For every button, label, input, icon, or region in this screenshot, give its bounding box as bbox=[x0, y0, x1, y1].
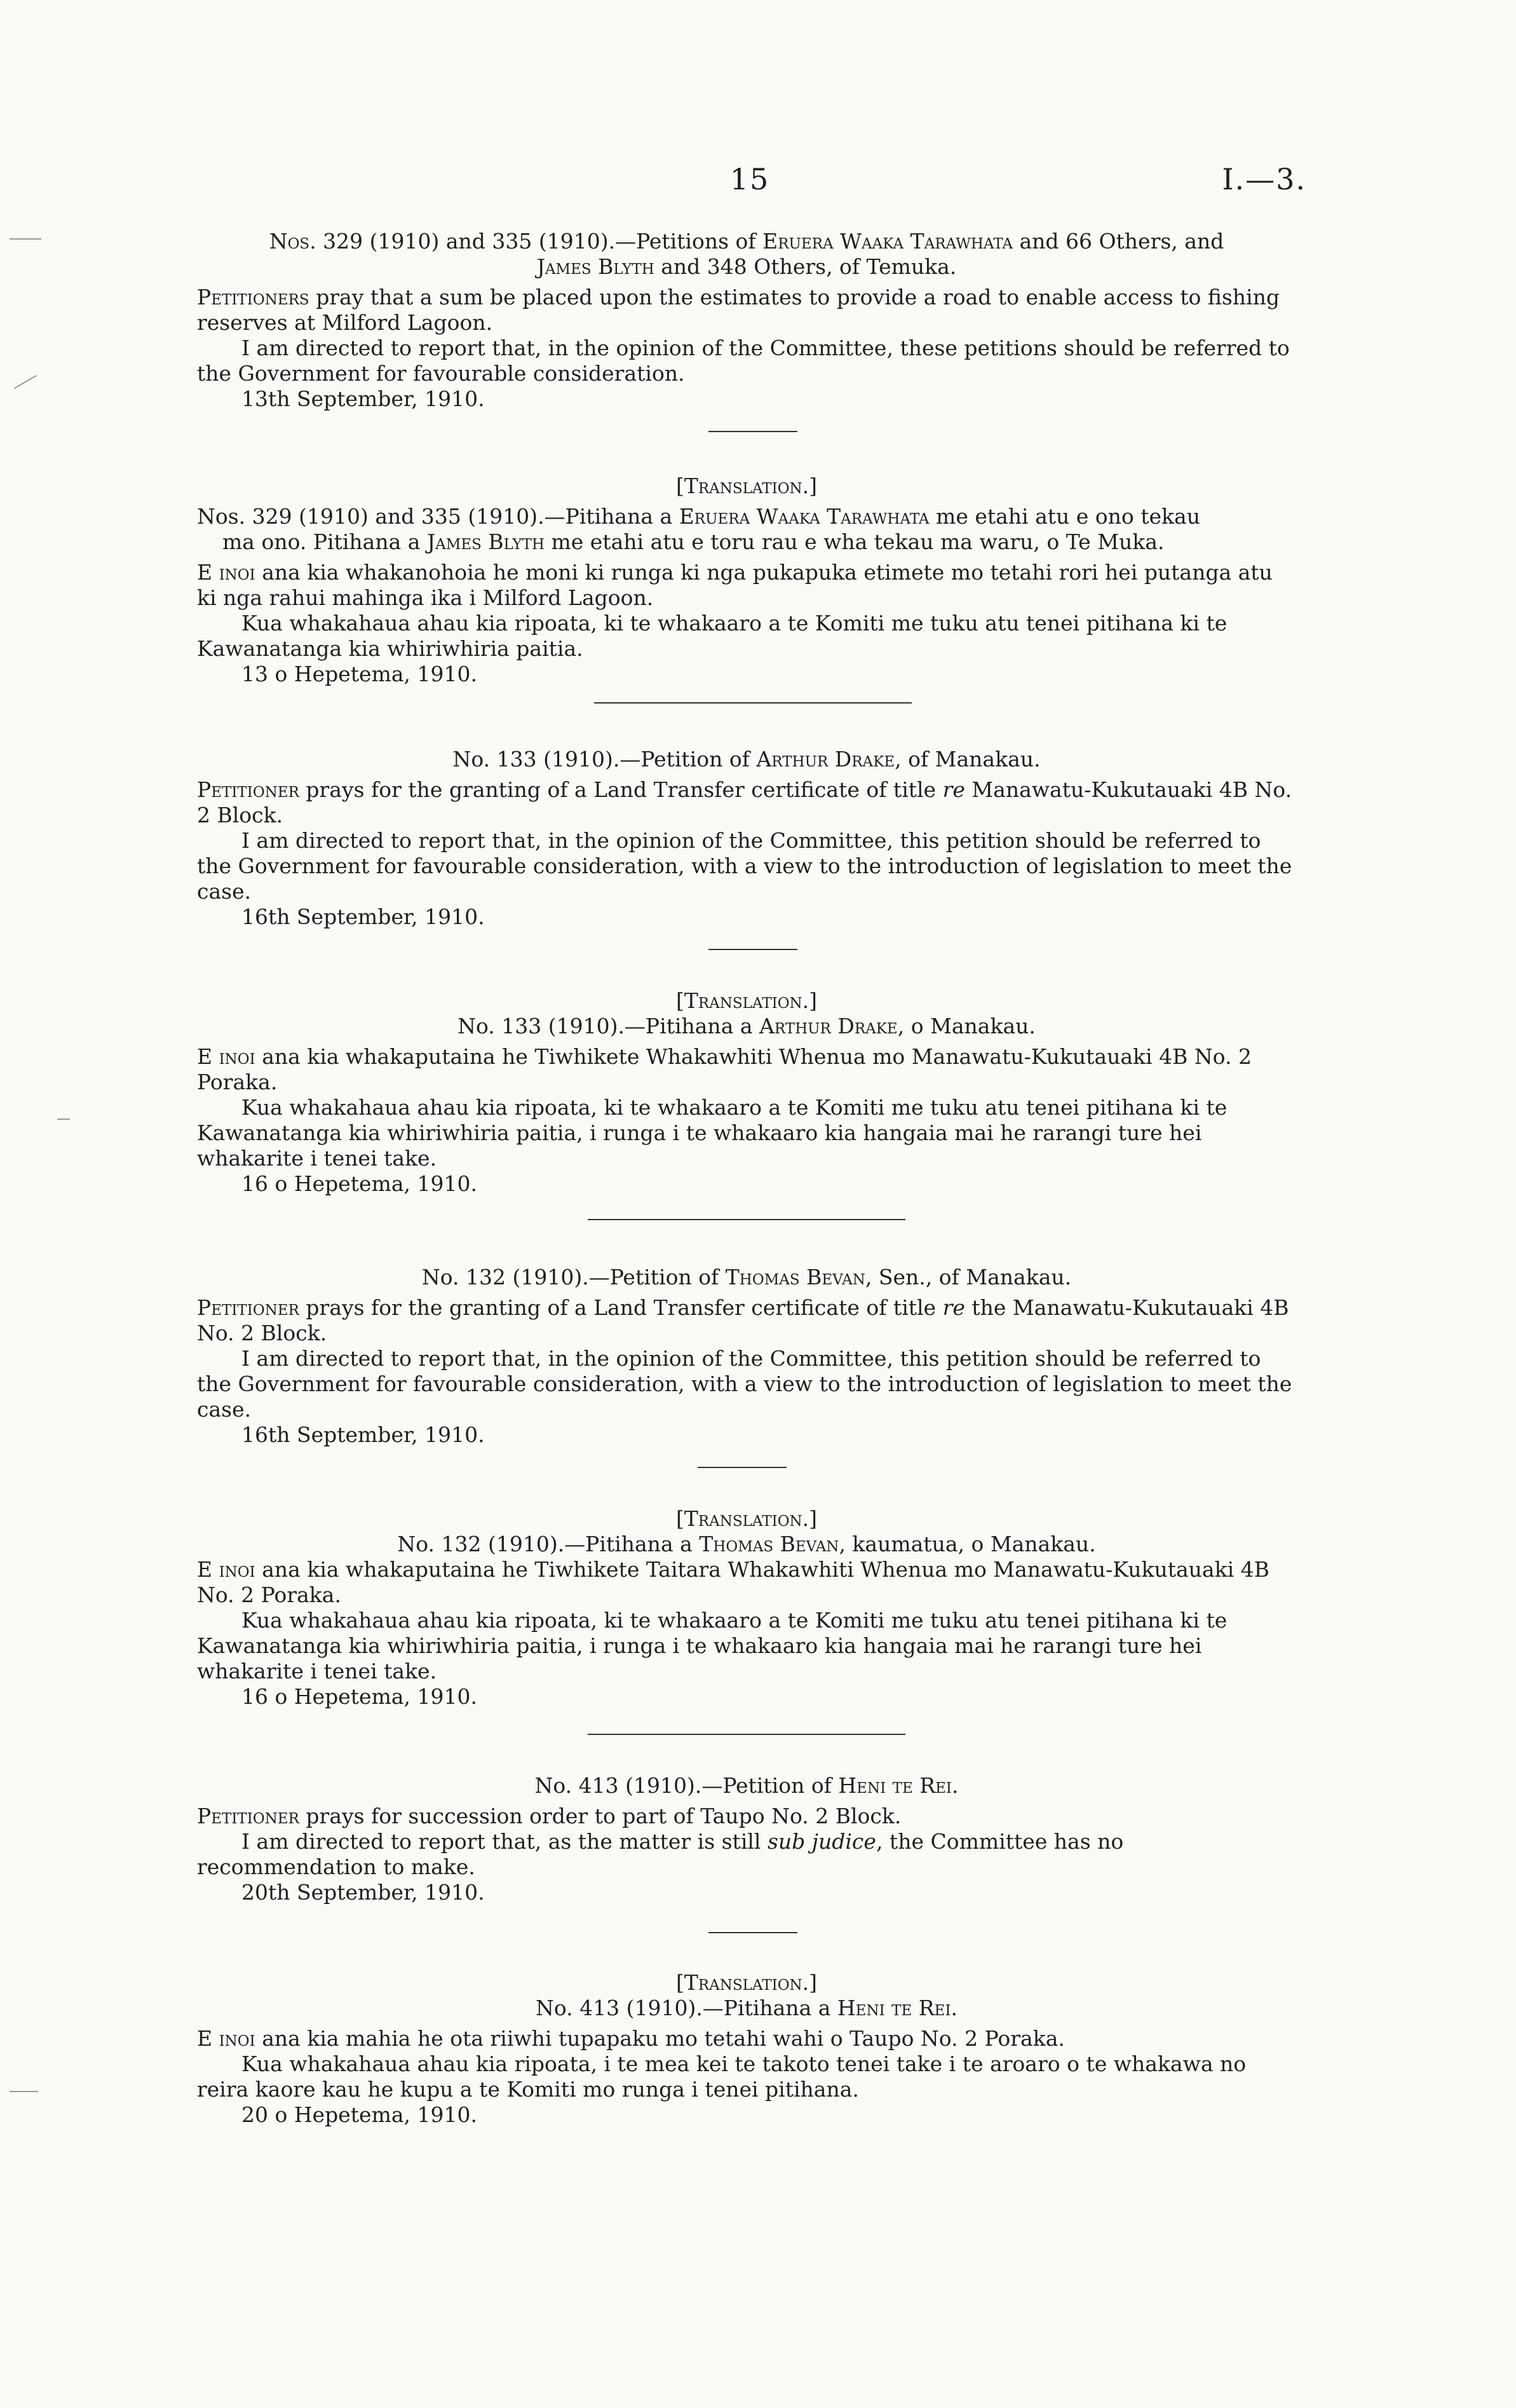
divider-short bbox=[708, 431, 797, 432]
committee-report: I am directed to report that, as the matter is still sub judice, the Committee has no recommendation to make. bbox=[197, 1829, 1124, 1879]
divider-short bbox=[698, 1467, 787, 1468]
petition-body: Petitioner prays for the granting of a Land Transfer certificate of title re the Manawatu-Kukutauaki 4B No. 2 Block. bbox=[197, 1295, 1289, 1345]
translation-body: E inoi ana kia whakaputaina he Tiwhikete Whakawhiti Whenua mo Manawatu-Kukutauaki 4B No. 2 Poraka. bbox=[197, 1044, 1252, 1094]
petition-section-1 bbox=[197, 229, 1296, 412]
divider-short bbox=[708, 1932, 797, 1933]
margin-mark bbox=[57, 1119, 70, 1120]
translation-date: 13 o Hepetema, 1910. bbox=[241, 662, 478, 686]
petition-title: Nos. 329 (1910) and 335 (1910).—Petitions of Eruera Waaka Tarawhata and 66 Others, and bbox=[269, 229, 1224, 254]
translation-date: 16 o Hepetema, 1910. bbox=[241, 1171, 478, 1196]
divider-short bbox=[708, 949, 797, 950]
translation-body: E inoi ana kia mahia he ota riiwhi tupapaku mo tetahi wahi o Taupo No. 2 Poraka. bbox=[197, 2026, 1065, 2051]
committee-report: I am directed to report that, in the opinion of the Committee, this petition should be referred to the Government for favourable consideration, with a view to the introduction of legislation to meet the case. bbox=[197, 828, 1292, 904]
translation-title: No. 133 (1910).—Pitihana a Arthur Drake, o Manakau. bbox=[457, 1014, 1036, 1038]
translation-report: Kua whakahaua ahau kia ripoata, i te mea kei te takoto tenei take i te aroaro o te whakawa no reira kaore kau he kupu a te Komiti mo runga i tenei pitihana. bbox=[197, 2051, 1247, 2102]
petition-title-line2: James Blyth and 348 Others, of Temuka. bbox=[536, 254, 957, 279]
translation-heading: [Translation.] bbox=[675, 1970, 818, 1995]
report-date: 20th September, 1910. bbox=[241, 1880, 485, 1905]
translation-report: Kua whakahaua ahau kia ripoata, ki te whakaaro a te Komiti me tuku atu tenei pitihana ki te Kawanatanga kia whiriwhiria paitia, i runga i te whakaaro kia hangaia mai he rarangi ture hei whakarite i tenei take. bbox=[197, 1095, 1228, 1171]
document-reference: I.—3. bbox=[1222, 162, 1306, 196]
translation-heading: [Translation.] bbox=[675, 473, 818, 498]
divider-long bbox=[594, 702, 912, 704]
committee-report: I am directed to report that, in the opinion of the Committee, this petition should be referred to the Government for favourable consideration, with a view to the introduction of legislation to meet the case. bbox=[197, 1346, 1292, 1422]
translation-body: E inoi ana kia whakaputaina he Tiwhikete Taitara Whakawhiti Whenua mo Manawatu-Kukutauaki 4B No. 2 Poraka. bbox=[197, 1557, 1269, 1607]
report-date: 16th September, 1910. bbox=[241, 1422, 485, 1447]
petition-section-3 bbox=[197, 1265, 1296, 1448]
petition-body: Petitioners pray that a sum be placed upon the estimates to provide a road to enable access to fishing reserves at Milford Lagoon. bbox=[197, 285, 1280, 335]
translation-heading: [Translation.] bbox=[675, 1506, 818, 1531]
divider-long bbox=[588, 1734, 905, 1735]
margin-mark bbox=[14, 375, 37, 389]
translation-section-3 bbox=[197, 1506, 1296, 1710]
divider-long bbox=[588, 1219, 905, 1220]
report-date: 16th September, 1910. bbox=[241, 904, 485, 929]
translation-section-2 bbox=[197, 988, 1296, 1197]
petition-section-4 bbox=[197, 1773, 1296, 1905]
translation-title-line2: ma ono. Pitihana a James Blyth me etahi atu e toru rau e wha tekau ma waru, o Te Muka. bbox=[222, 529, 1165, 554]
margin-mark bbox=[10, 238, 41, 240]
translation-title: Nos. 329 (1910) and 335 (1910).—Pitihana a Eruera Waaka Tarawhata me etahi atu e ono tekau bbox=[197, 504, 1200, 529]
petition-title: No. 132 (1910).—Petition of Thomas Bevan, Sen., of Manakau. bbox=[421, 1265, 1072, 1289]
page-number: 15 bbox=[729, 162, 770, 196]
margin-mark bbox=[10, 2091, 38, 2092]
translation-report: Kua whakahaua ahau kia ripoata, ki te whakaaro a te Komiti me tuku atu tenei pitihana ki te Kawanatanga kia whiriwhiria paitia, i runga i te whakaaro kia hangaia mai he rarangi ture hei whakarite i tenei take. bbox=[197, 1608, 1228, 1684]
translation-report: Kua whakahaua ahau kia ripoata, ki te whakaaro a te Komiti me tuku atu tenei pitihana ki te Kawanatanga kia whiriwhiria paitia. bbox=[197, 611, 1228, 661]
petition-title: No. 413 (1910).—Petition of Heni te Rei. bbox=[534, 1773, 959, 1798]
petition-title: No. 133 (1910).—Petition of Arthur Drake, of Manakau. bbox=[452, 747, 1041, 772]
translation-section-1 bbox=[197, 473, 1296, 687]
translation-date: 16 o Hepetema, 1910. bbox=[241, 1684, 478, 1709]
translation-body: E inoi ana kia whakanohoia he moni ki runga ki nga pukapuka etimete mo tetahi rori hei putanga atu ki nga rahui mahinga ika i Milford Lagoon. bbox=[197, 560, 1273, 610]
translation-date: 20 o Hepetema, 1910. bbox=[241, 2102, 478, 2127]
report-date: 13th September, 1910. bbox=[241, 386, 485, 411]
committee-report: I am directed to report that, in the opinion of the Committee, these petitions should be referred to the Government for favourable consideration. bbox=[197, 336, 1290, 386]
translation-title: No. 413 (1910).—Pitihana a Heni te Rei. bbox=[535, 1996, 958, 2020]
petition-section-2 bbox=[197, 747, 1296, 930]
translation-heading: [Translation.] bbox=[675, 988, 818, 1013]
translation-section-4 bbox=[197, 1970, 1296, 2128]
petition-body: Petitioner prays for the granting of a Land Transfer certificate of title re Manawatu-Kukutauaki 4B No. 2 Block. bbox=[197, 777, 1292, 827]
petition-body: Petitioner prays for succession order to part of Taupo No. 2 Block. bbox=[197, 1804, 902, 1828]
translation-title: No. 132 (1910).—Pitihana a Thomas Bevan, kaumatua, o Manakau. bbox=[397, 1532, 1096, 1556]
